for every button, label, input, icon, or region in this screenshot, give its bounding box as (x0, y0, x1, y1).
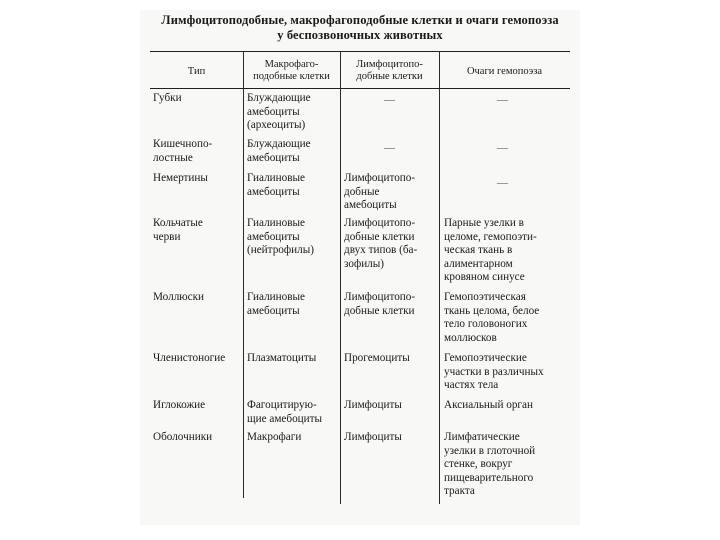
cell-line: Кольчатые (153, 217, 203, 229)
cell-line: Гиалиновые (247, 172, 306, 184)
cell-line: Лимфоцитопо- (344, 172, 416, 184)
title-line-2: у беспозвоночных животных (277, 28, 443, 42)
cell-line: щие амебоциты (247, 412, 323, 425)
header-hemopoiesis-foci: Очаги гемопоэза (466, 66, 543, 77)
cell-row7-lympho (344, 399, 402, 413)
header-lymphocyte-line-1: Лимфоцитопо- (356, 59, 423, 70)
cell-line: добные (344, 185, 380, 198)
cell-line: Аксиальный орган (444, 399, 533, 411)
cell-row8-lympho (344, 431, 402, 445)
cell-line: амебоциты (247, 230, 300, 243)
empty-cell-dash: — (497, 177, 508, 189)
cell-line: Лимфоциты (344, 431, 402, 443)
cell-line: стенке, вокруг (444, 458, 513, 471)
cell-row7-type (153, 399, 205, 413)
cell-row4-foci (444, 217, 537, 285)
cell-line: ткань целома, белое (444, 304, 540, 317)
cell-line: Лимфоциты (344, 399, 402, 411)
cell-row5-lympho (344, 291, 415, 318)
cell-line: Иглокожие (153, 399, 206, 411)
header-type: Тип (187, 66, 206, 77)
cell-line: Фагоцитирую- (247, 399, 317, 411)
cell-row3-type (153, 172, 208, 186)
header-bottom-border (150, 88, 570, 89)
empty-cell-dash: — (497, 94, 508, 106)
cell-line: амебоциты (247, 185, 300, 198)
cell-line: амебоциты (247, 105, 300, 118)
header-lymphocyte-like (340, 59, 439, 83)
cell-line: Немертины (153, 172, 208, 184)
cell-row6-lympho (344, 352, 410, 366)
cell-line: амебоциты (247, 304, 300, 317)
cell-row2-type (153, 138, 212, 165)
cell-line: кровяном синусе (444, 271, 525, 284)
cell-line: Оболочники (153, 431, 213, 443)
cell-row5-foci (444, 291, 539, 345)
header-lymphocyte-line-2: добные клетки (356, 71, 423, 82)
cell-line: Гемопоэтические (444, 352, 527, 364)
cell-row8-type (153, 431, 212, 445)
cell-line: Гиалиновые (247, 291, 306, 303)
cell-line: Макрофаги (247, 431, 302, 443)
cell-row4-macro (247, 217, 314, 258)
cell-row4-type (153, 217, 203, 244)
cell-line: целоме, гемопоэти- (444, 230, 537, 243)
cell-line: черви (153, 230, 181, 243)
table-title (150, 13, 570, 43)
cell-line: пищеварительного (444, 471, 534, 484)
empty-cell-dash: — (384, 142, 395, 154)
cell-line: Плазматоциты (247, 352, 317, 364)
cell-line: участки в различных (444, 365, 544, 378)
table-top-border (150, 51, 570, 52)
cell-line: алиментарном (444, 257, 513, 270)
header-macrophage-line-1: Макрофаго- (264, 59, 319, 70)
cell-line: Лимфоцитопо- (344, 291, 416, 303)
cell-line: ческая ткань в (444, 244, 513, 257)
cell-line: добные клетки (344, 230, 415, 243)
title-line-1: Лимфоцитоподобные, макрофагоподобные клетки и очаги гемопоэза (161, 13, 559, 27)
cell-row5-macro (247, 291, 305, 318)
cell-row6-macro (247, 352, 316, 366)
cell-line: тракта (444, 485, 475, 498)
cell-row2-macro (247, 138, 311, 165)
cell-line: Гиалиновые (247, 217, 306, 229)
cell-line: двух типов (ба- (344, 244, 418, 257)
cell-line: узелки в глоточной (444, 444, 536, 457)
header-macrophage-line-2: подобные клетки (253, 71, 330, 82)
cell-line: Лимфатические (444, 431, 520, 443)
cell-line: лостные (153, 151, 193, 164)
cell-line: тело головоногих (444, 318, 528, 331)
cell-line: Прогемоциты (344, 352, 410, 364)
cell-line: добные клетки (344, 304, 415, 317)
empty-cell-dash: — (497, 142, 508, 154)
empty-cell-dash: — (384, 94, 395, 106)
cell-line: амебоциты (247, 151, 300, 164)
cell-line: Блуждающие (247, 138, 311, 150)
cell-row5-type (153, 291, 204, 305)
cell-line: моллюсков (444, 331, 497, 344)
cell-row6-foci (444, 352, 544, 393)
column-divider-2 (340, 51, 341, 504)
cell-line: Кишечнопо- (153, 138, 213, 150)
cell-line: (нейтрофилы) (247, 244, 314, 257)
cell-row7-macro (247, 399, 322, 426)
cell-row1-macro (247, 92, 311, 133)
cell-line: Блуждающие (247, 92, 311, 104)
cell-row6-type (153, 352, 225, 366)
cell-line: Лимфоцитопо- (344, 217, 416, 229)
cell-row3-macro (247, 172, 305, 199)
cell-row4-lympho (344, 217, 417, 271)
cell-row3-lympho (344, 172, 415, 213)
header-macrophage-like (243, 59, 340, 83)
cell-line: амебоциты (344, 199, 397, 212)
cell-row8-macro (247, 431, 301, 445)
cell-line: Гемопоэтическая (444, 291, 526, 303)
cell-line: (археоциты) (247, 119, 306, 132)
cell-line: частях тела (444, 379, 499, 392)
cell-line: Моллюски (153, 291, 205, 303)
column-divider-3 (439, 51, 440, 504)
cell-line: зофилы) (344, 257, 385, 270)
column-divider-1 (243, 51, 244, 498)
cell-line: Парные узелки в (444, 217, 524, 229)
cell-row1-type (153, 92, 182, 106)
cell-row7-foci (444, 399, 533, 413)
cell-line: Губки (153, 92, 182, 104)
cell-line: Членистоногие (153, 352, 226, 364)
cell-row8-foci (444, 431, 535, 499)
